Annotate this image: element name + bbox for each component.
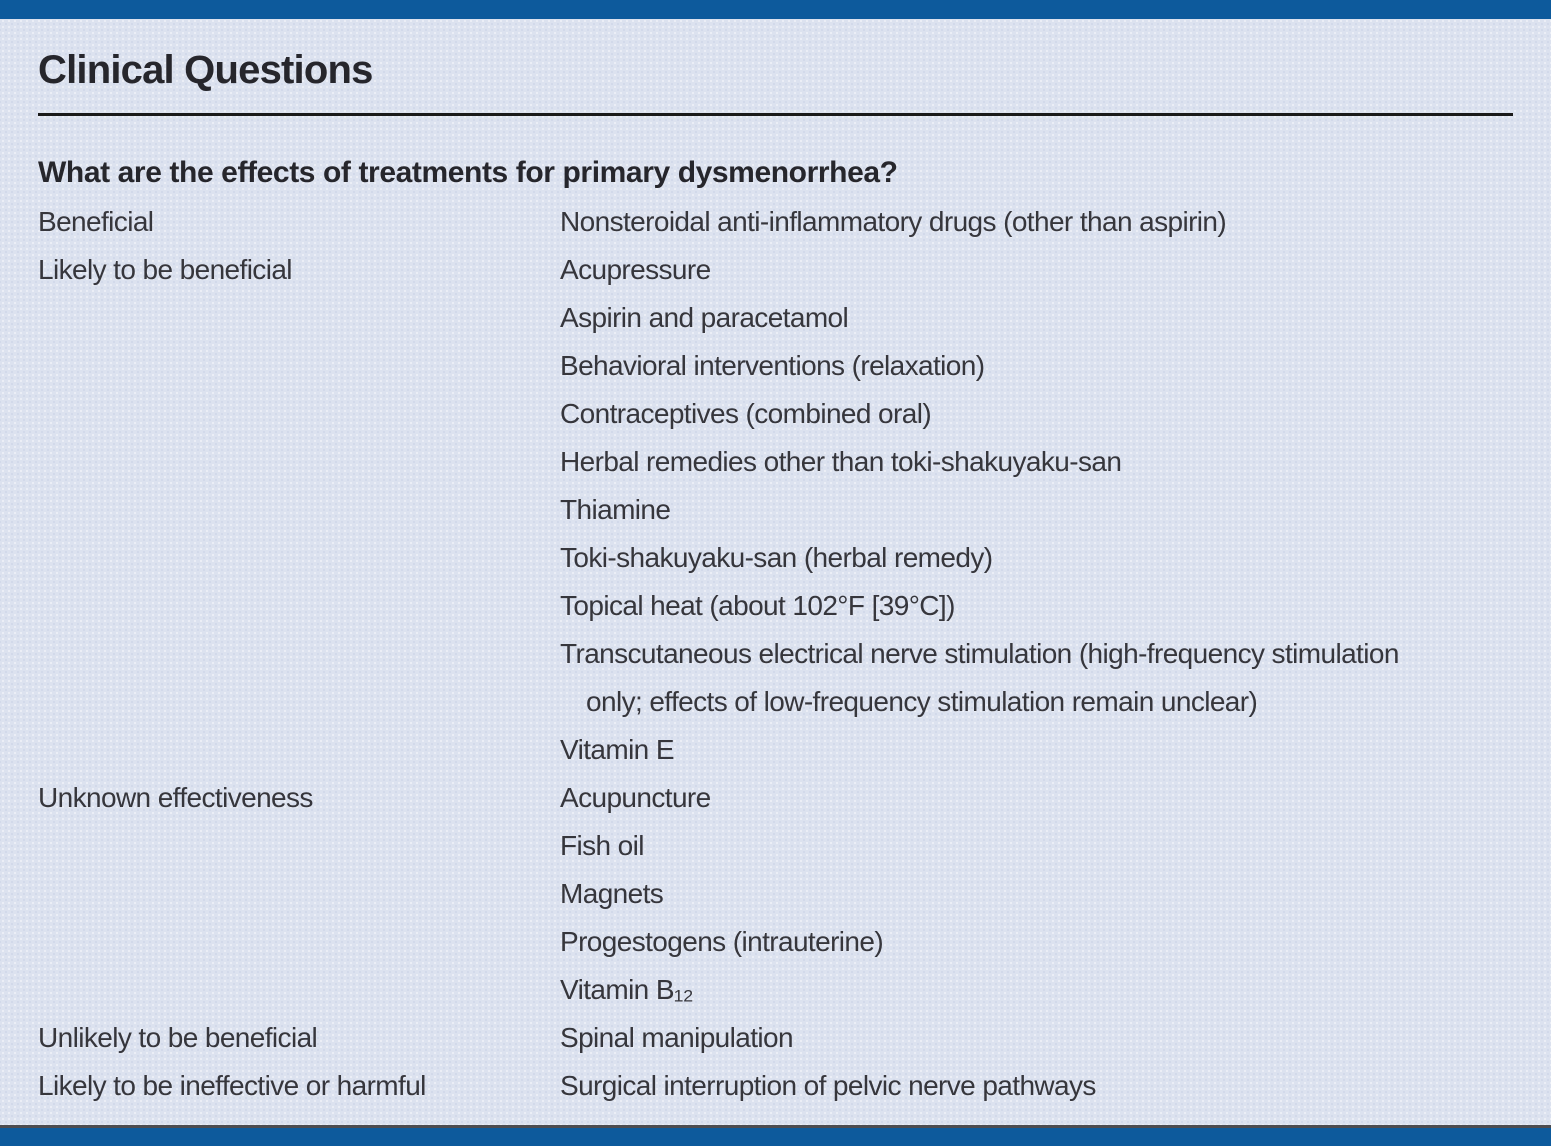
treatment-cell: Behavioral interventions (relaxation) xyxy=(560,350,985,381)
table-row xyxy=(38,1062,1513,1110)
table-row xyxy=(38,966,1513,1014)
table-row xyxy=(38,726,1513,774)
treatment-cell: Vitamin B₁₂ xyxy=(560,974,694,1005)
treatment-cell: Nonsteroidal anti-inflammatory drugs (other than aspirin) xyxy=(560,206,1227,237)
top-accent-bar xyxy=(0,0,1551,19)
treatment-cell: Acupressure xyxy=(560,254,711,285)
category-cell: Likely to be beneficial xyxy=(38,254,292,285)
treatment-cell: Surgical interruption of pelvic nerve pathways xyxy=(560,1070,1096,1101)
treatment-line-1: Transcutaneous electrical nerve stimulation (high-frequency stimulation xyxy=(560,638,1399,669)
table-row xyxy=(38,630,1513,726)
category-cell: Beneficial xyxy=(38,206,154,237)
table-row xyxy=(38,582,1513,630)
table-row xyxy=(38,774,1513,822)
table-row xyxy=(38,438,1513,486)
treatment-cell: Spinal manipulation xyxy=(560,1022,793,1053)
table-row xyxy=(38,870,1513,918)
page-title: Clinical Questions xyxy=(38,48,373,92)
bottom-accent-bar xyxy=(0,1128,1551,1146)
table-row xyxy=(38,390,1513,438)
title-divider-rule xyxy=(38,113,1513,116)
treatment-cell: Aspirin and paracetamol xyxy=(560,302,849,333)
treatment-cell: Fish oil xyxy=(560,830,644,861)
table-row xyxy=(38,342,1513,390)
treatment-cell: Vitamin E xyxy=(560,734,674,765)
table-row xyxy=(38,534,1513,582)
table-row xyxy=(38,294,1513,342)
table-row xyxy=(38,822,1513,870)
clinical-questions-box xyxy=(0,19,1551,1110)
category-cell: Unlikely to be beneficial xyxy=(38,1022,318,1053)
treatment-line-2: only; effects of low-frequency stimulation remain unclear) xyxy=(586,686,1258,717)
table-row xyxy=(38,198,1513,246)
table-row xyxy=(38,918,1513,966)
treatment-cell: Magnets xyxy=(560,878,664,909)
table-row xyxy=(38,486,1513,534)
treatment-cell: Progestogens (intrauterine) xyxy=(560,926,884,957)
treatment-cell: Contraceptives (combined oral) xyxy=(560,398,932,429)
treatments-table xyxy=(38,198,1513,1110)
treatment-cell: Acupuncture xyxy=(560,782,711,813)
treatment-cell xyxy=(560,630,1513,726)
table-row xyxy=(38,246,1513,294)
treatment-cell: Topical heat (about 102°F [39°C]) xyxy=(560,590,955,621)
table-row xyxy=(38,1014,1513,1062)
treatment-cell: Herbal remedies other than toki-shakuyaku-san xyxy=(560,446,1122,477)
category-cell: Unknown effectiveness xyxy=(38,782,313,813)
category-cell: Likely to be ineffective or harmful xyxy=(38,1070,426,1101)
clinical-question-heading: What are the effects of treatments for primary dysmenorrhea? xyxy=(38,156,898,189)
treatment-cell: Toki-shakuyaku-san (herbal remedy) xyxy=(560,542,993,573)
treatment-cell: Thiamine xyxy=(560,494,671,525)
